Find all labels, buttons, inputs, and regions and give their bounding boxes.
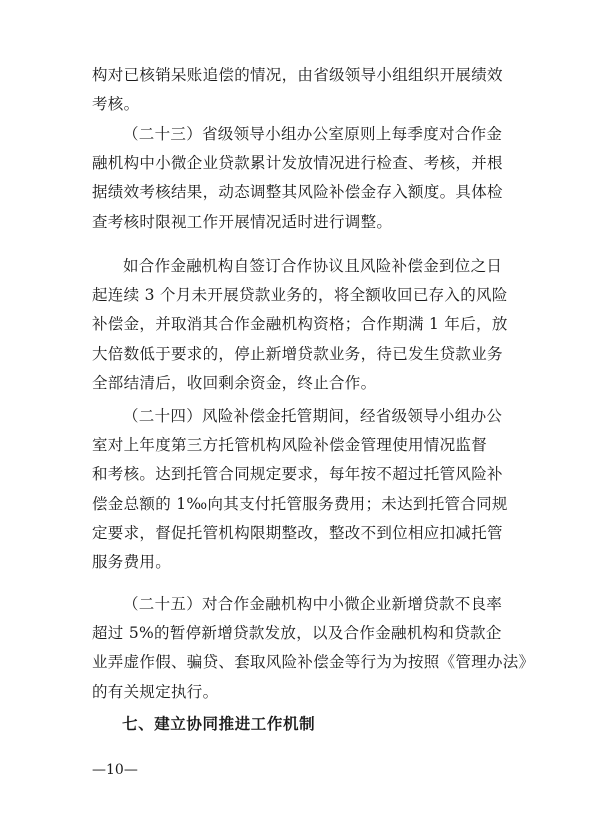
text-line: 大倍数低于要求的，停止新增贷款业务，待已发生贷款业务 [92,344,503,363]
text-line: 业弄虚作假、骗贷、套取风险补偿金等行为为按照《管理办法》 [92,653,535,672]
text-line: （二十三）省级领导小组办公室原则上每季度对合作金 [123,125,503,143]
text-line: 构对已核销呆账追偿的情况，由省级领导小组组织开展绩效 [92,66,503,84]
text-line: 定要求，督促托管机构限期整改，整改不到位相应扣减托管 [92,523,503,542]
text-line: 全部结清后，收回剩余资金，终止合作。 [92,373,377,392]
text-line: 偿金总额的 1‰向其支付托管服务费用；未达到托管合同规 [92,494,508,513]
text-line: 超过 5%的暂停新增贷款发放，以及合作金融机构和贷款企 [92,624,502,643]
text-line: 查考核时限视工作开展情况适时进行调整。 [92,212,393,231]
text-line: 融机构中小微企业贷款累计发放情况进行检查、考核，并根 [92,154,503,173]
page-number: —10— [92,762,138,778]
paragraph-item-23 [92,120,507,237]
paragraph-termination-rules [92,252,507,398]
text-line: （二十五）对合作金融机构中小微企业新增贷款不良率 [123,595,503,613]
text-line: 室对上年度第三方托管机构风险补偿金管理使用情况监督 [92,436,488,455]
paragraph-item-24 [92,402,507,577]
text-line: 如合作金融机构自签订合作协议且风险补偿金到位之日 [123,257,503,275]
text-line: 起连续 3 个月未开展贷款业务的，将全额收回已存入的风险 [92,286,508,305]
text-line: 据绩效考核结果，动态调整其风险补偿金存入额度。具体检 [92,183,503,202]
text-line: 和考核。达到托管合同规定要求，每年按不超过托管风险补 [92,465,503,484]
text-line: （二十四）风险补偿金托管期间，经省级领导小组办公 [123,407,503,425]
text-line: 服务费用。 [92,552,172,571]
text-line: 考核。 [92,95,140,114]
text-line: 的有关规定执行。 [92,682,219,701]
section-heading: 七、建立协同推进工作机制 [122,715,316,733]
paragraph-item-25 [92,590,535,707]
text-line: 补偿金，并取消其合作金融机构资格；合作期满 1 年后，放 [92,315,508,334]
paragraph-continuation [92,61,507,119]
